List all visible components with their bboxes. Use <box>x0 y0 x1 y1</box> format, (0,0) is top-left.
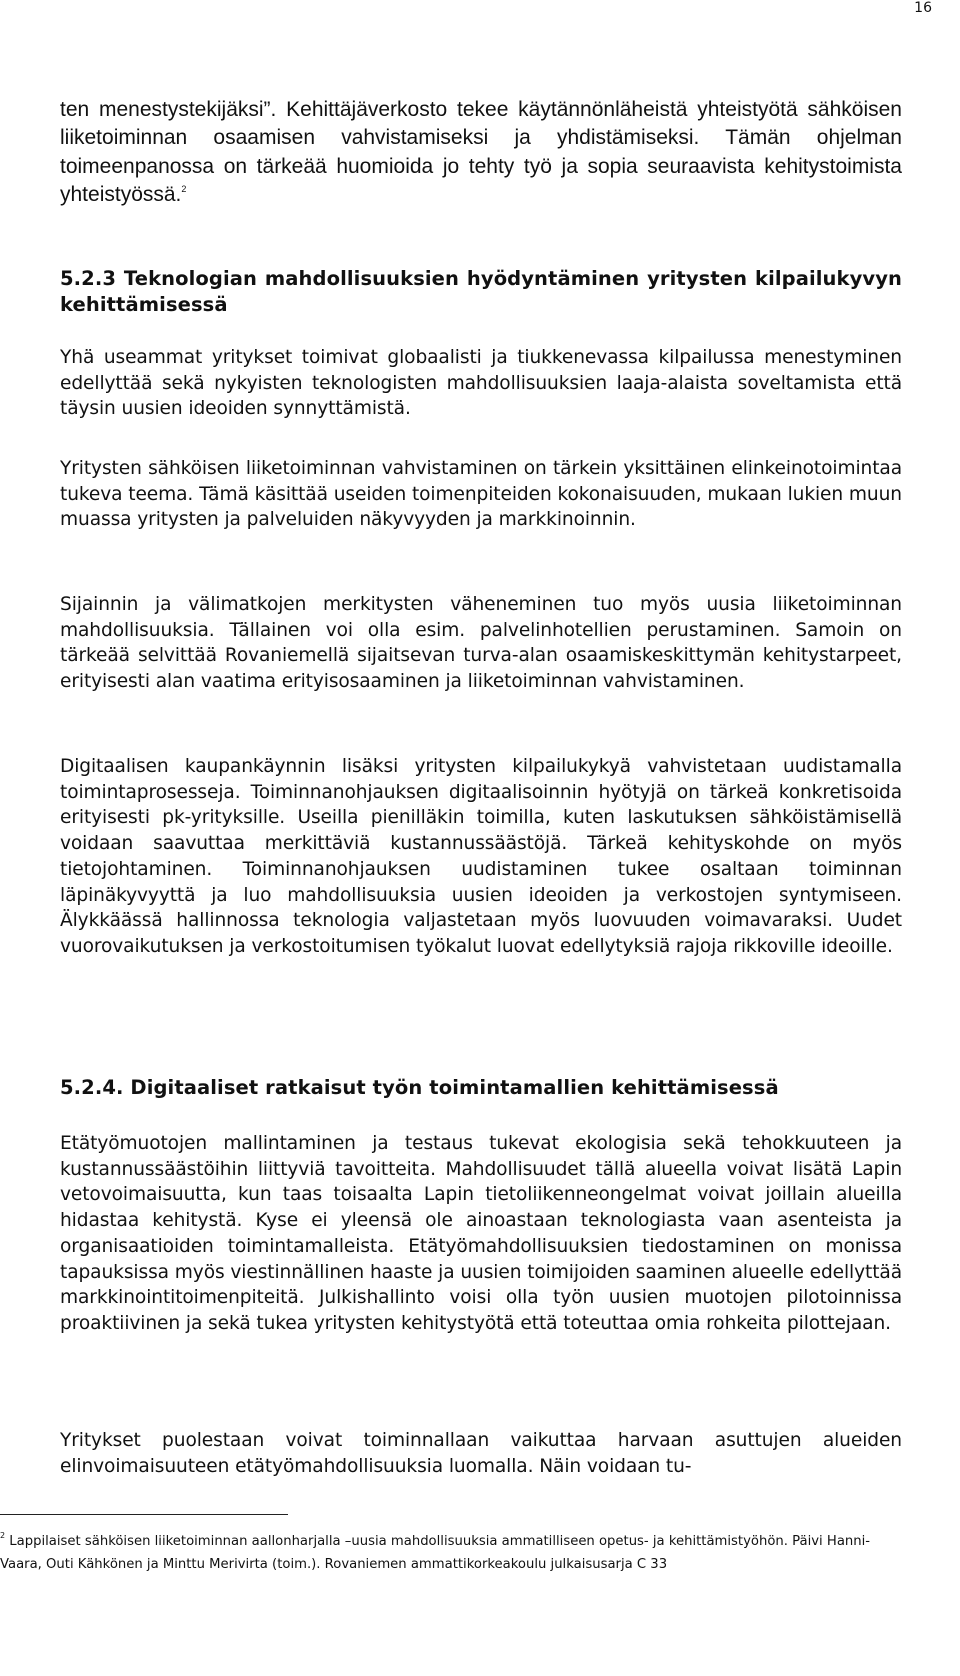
section-5-2-4-paragraph-2: Yritykset puolestaan voivat toiminnallaan vaikuttaa harvaan asuttujen alueiden elinvoimaisuuteen etätyömahdollisuuksia luomalla. Näin voidaan tu- <box>60 1430 902 1477</box>
footnote-reference: 2 <box>181 184 187 195</box>
footnote-marker: 2 <box>0 1531 6 1540</box>
footnote-text: Lappilaiset sähköisen liiketoiminnan aallonharjalla –uusia mahdollisuuksia ammatilliseen opetus- ja kehittämistyöhön. Päivi Hanni-Vaara, Outi Kähkönen ja Minttu Merivirta (toim.). Rovaniemen ammattikorkeakoulu julkaisusarja C 33 <box>0 1534 871 1572</box>
footnote <box>0 1530 902 1576</box>
intro-paragraph <box>60 96 902 210</box>
page-number: 16 <box>914 0 932 16</box>
section-5-2-3-paragraph-3: Sijainnin ja välimatkojen merkitysten väheneminen tuo myös uusia liiketoiminnan mahdollisuuksia. Tällainen voi olla esim. palvelinhotellien perustaminen. Samoin on tärkeää selvittää Rovaniemellä sijaitsevan turva-alan osaamiskeskittymän kehitystarpeet, erityisesti alan vaatima erityisosaaminen ja liiketoiminnan vahvistaminen. <box>60 594 902 693</box>
section-5-2-3-paragraph-2: Yritysten sähköisen liiketoiminnan vahvistaminen on tärkein yksittäinen elinkeinotoimintaa tukeva teema. Tämä käsittää useiden toimenpiteiden kokonaisuuden, mukaan lukien muun muassa yritysten ja palveluiden näkyvyyden ja markkinoinnin. <box>60 458 902 531</box>
section-heading-5-2-4: 5.2.4. Digitaaliset ratkaisut työn toimintamallien kehittämisessä <box>60 1076 779 1099</box>
section-5-2-4-paragraph-1: Etätyömuotojen mallintaminen ja testaus tukevat ekologisia sekä tehokkuuteen ja kustannussäästöihin liittyviä tavoitteita. Mahdollisuudet tällä alueella voivat lisätä Lapin vetovoimaisuutta, kun taas toisaalta Lapin tietoliikenneongelmat voivat joillain alueilla hidastaa kehitystä. Kyse ei yleensä ole ainoastaan teknologiasta vaan asenteista ja organisaatioiden toimintamalleista. Etätyömahdollisuuksien tiedostaminen on monissa tapauksissa myös viestinnällinen haaste ja uusien toimijoiden saaminen alueelle edellyttää markkinointitoimenpiteitä. Julkishallinto voisi olla työn uusien muotojen pilotoinnissa proaktiivinen ja sekä tukea yritysten kehitystyötä että toteuttaa omia rohkeita pilottejaan. <box>60 1133 902 1334</box>
intro-text: ten menestystekijäksi”. Kehittäjäverkosto tekee käytännönläheistä yhteistyötä sähköisen liiketoiminnan osaamisen vahvistamiseksi ja yhdistämiseksi. Tämän ohjelman toimeenpanossa on tärkeää huomioida jo tehty työ ja sopia seuraavista kehitystoimista yhteistyössä. <box>60 98 902 207</box>
section-5-2-3-paragraph-4: Digitaalisen kaupankäynnin lisäksi yritysten kilpailukykyä vahvistetaan uudistamalla toimintaprosesseja. Toiminnanohjauksen digitaalisoinnin hyötyjä on tärkeä konkretisoida erityisesti pk-yrityksille. Useilla pienilläkin toimilla, kuten laskutuksen sähköistämisellä voidaan saavuttaa merkittäviä kustannussäästöjä. Tärkeä kehityskohde on myös tietojohtaminen. Toiminnanohjauksen uudistaminen tukee osaltaan toiminnan läpinäkyvyyttä ja luo mahdollisuuksia uusien ideoiden ja verkostojen syntymiseen. Älykkäässä hallinnossa teknologia valjastetaan myös luovuuden voimavaraksi. Uudet vuorovaikutuksen ja verkostoitumisen työkalut luovat edellytyksiä rajoja rikkoville ideoille. <box>60 756 902 957</box>
section-5-2-3-paragraph-1: Yhä useammat yritykset toimivat globaalisti ja tiukkenevassa kilpailussa menestyminen edellyttää sekä nykyisten teknologisten mahdollisuuksien laaja-alaista soveltamista että täysin uusien ideoiden synnyttämistä. <box>60 347 902 420</box>
footnote-divider <box>0 1514 288 1515</box>
section-heading-5-2-3: 5.2.3 Teknologian mahdollisuuksien hyödyntäminen yritysten kilpailukyvyn kehittämisessä <box>60 267 902 316</box>
